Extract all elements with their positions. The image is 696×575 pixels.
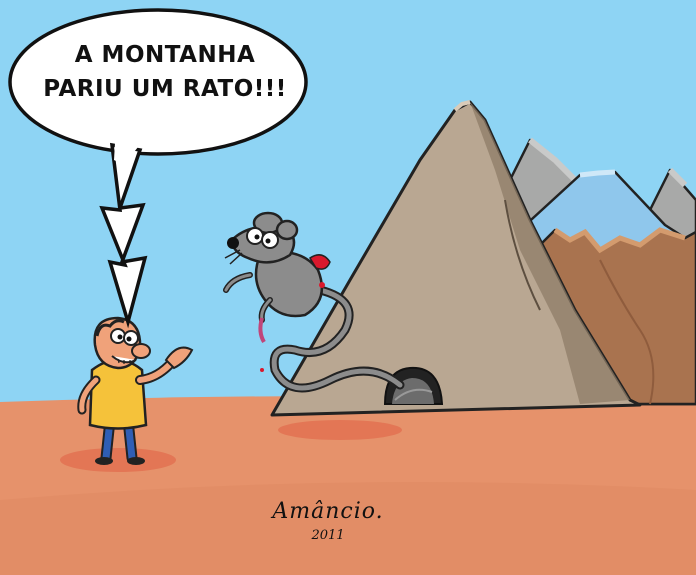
- man-shadow: [60, 448, 176, 472]
- speech-bubble-text: [30, 38, 300, 106]
- speech-line-1: A MONTANHA: [74, 42, 256, 68]
- signature-name: Amâncio.: [272, 499, 384, 524]
- speech-line-2: PARIU UM RATO!!!: [43, 76, 287, 102]
- signature-year: 2011: [311, 528, 345, 543]
- rat-shadow: [278, 420, 402, 440]
- artist-signature: [258, 500, 398, 544]
